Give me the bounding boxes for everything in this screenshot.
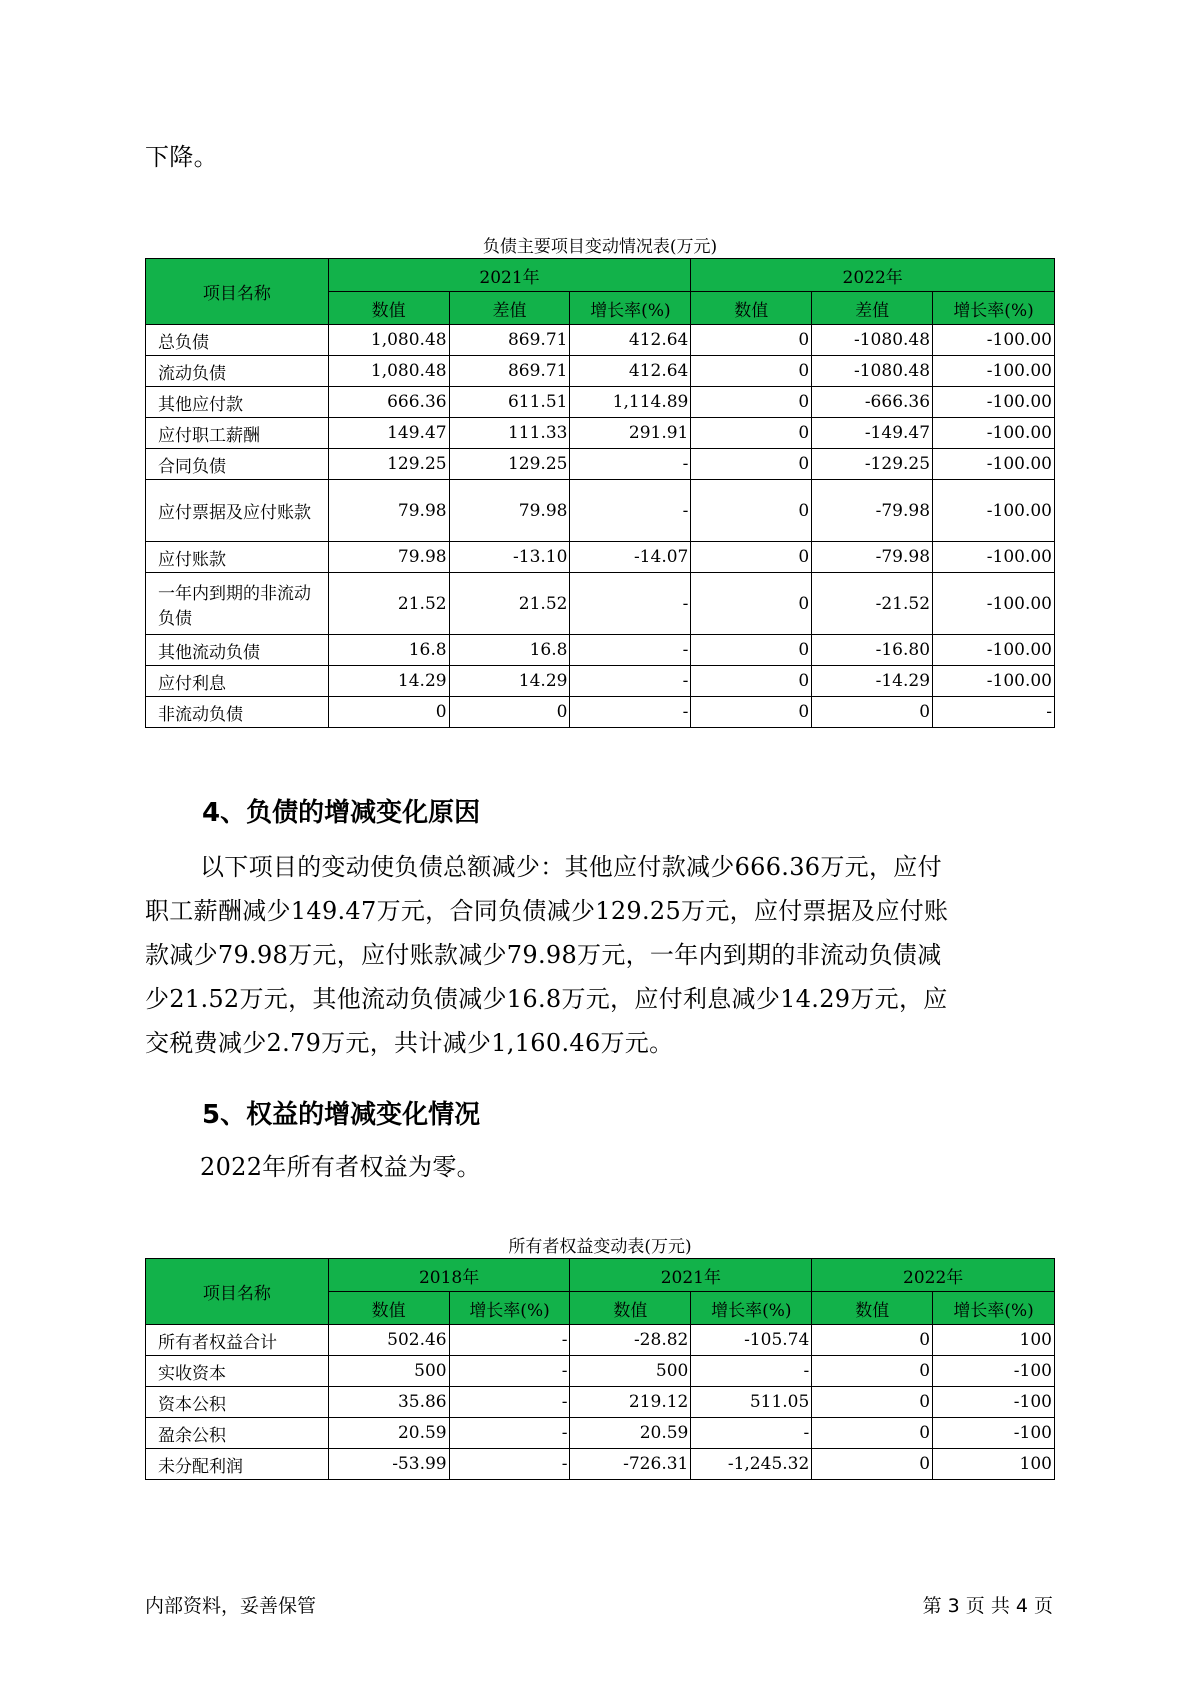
- paragraph-line: 以下项目的变动使负债总额减少：其他应付款减少666.36万元，应付: [200, 853, 942, 881]
- table-cell: 149.47: [328, 418, 449, 449]
- table2-subheader: 增长率(%): [691, 1292, 812, 1325]
- table-cell: 291.91: [570, 418, 691, 449]
- table-cell: -100.00: [933, 666, 1055, 697]
- table1-subheader: 差值: [449, 292, 570, 325]
- table-cell: 219.12: [570, 1387, 691, 1418]
- table-cell: -: [570, 480, 691, 542]
- table2-subheader: 数值: [812, 1292, 933, 1325]
- table-cell: 79.98: [449, 480, 570, 542]
- table-row: [146, 449, 1055, 480]
- table-cell: 0: [691, 325, 812, 356]
- table-cell: -: [933, 697, 1055, 728]
- section4-paragraph: [145, 845, 1045, 1065]
- row-label: 应付账款: [146, 542, 329, 573]
- table-cell: 14.29: [328, 666, 449, 697]
- table-cell: 0: [691, 573, 812, 635]
- table-cell: 869.71: [449, 325, 570, 356]
- table1-header-item: 项目名称: [146, 259, 329, 325]
- table-cell: 0: [691, 697, 812, 728]
- table-cell: -: [449, 1356, 570, 1387]
- row-label: 应付职工薪酬: [146, 418, 329, 449]
- table-cell: -100.00: [933, 418, 1055, 449]
- table2-caption: 所有者权益变动表(万元): [508, 1237, 692, 1257]
- table-row: [146, 1418, 1055, 1449]
- table-cell: 0: [449, 697, 570, 728]
- row-label: 其他应付款: [146, 387, 329, 418]
- table-cell: -28.82: [570, 1325, 691, 1356]
- row-label: 盈余公积: [146, 1418, 329, 1449]
- footer-page-number: 第 3 页 共 4 页: [922, 1595, 1053, 1617]
- table1-subheader: 增长率(%): [933, 292, 1055, 325]
- table-cell: -: [570, 449, 691, 480]
- table-cell: -100.00: [933, 573, 1055, 635]
- table2-group-2022: 2022年: [812, 1259, 1055, 1292]
- table-row: [146, 325, 1055, 356]
- row-label: 所有者权益合计: [146, 1325, 329, 1356]
- table-cell: 1,114.89: [570, 387, 691, 418]
- table-cell: 869.71: [449, 356, 570, 387]
- row-label: 流动负债: [146, 356, 329, 387]
- table1-subheader: 数值: [328, 292, 449, 325]
- table-cell: 16.8: [449, 635, 570, 666]
- table1-subheader: 数值: [691, 292, 812, 325]
- row-label: 非流动负债: [146, 697, 329, 728]
- paragraph-line: 职工薪酬减少149.47万元，合同负债减少129.25万元，应付票据及应付账: [145, 897, 949, 925]
- table-cell: -53.99: [328, 1449, 449, 1480]
- table2-subheader: 增长率(%): [449, 1292, 570, 1325]
- table-cell: 1,080.48: [328, 356, 449, 387]
- table-row: [146, 1325, 1055, 1356]
- row-label: 应付票据及应付账款: [146, 480, 329, 542]
- table-cell: -100.00: [933, 356, 1055, 387]
- table-cell: -100.00: [933, 480, 1055, 542]
- row-label: 应付利息: [146, 666, 329, 697]
- table-cell: -100: [933, 1356, 1055, 1387]
- table-cell: 100: [933, 1449, 1055, 1480]
- table-cell: 500: [570, 1356, 691, 1387]
- table-cell: -: [691, 1356, 812, 1387]
- table-cell: 0: [812, 1387, 933, 1418]
- table-cell: -666.36: [812, 387, 933, 418]
- table-cell: 0: [691, 449, 812, 480]
- table-cell: 0: [812, 1325, 933, 1356]
- row-label: 其他流动负债: [146, 635, 329, 666]
- table-cell: -79.98: [812, 542, 933, 573]
- table2-group-2018: 2018年: [328, 1259, 570, 1292]
- table-cell: 0: [691, 480, 812, 542]
- table-cell: -14.29: [812, 666, 933, 697]
- table-cell: 1,080.48: [328, 325, 449, 356]
- table-cell: 21.52: [328, 573, 449, 635]
- table2-group-2021: 2021年: [570, 1259, 812, 1292]
- table-cell: 16.8: [328, 635, 449, 666]
- table-cell: -726.31: [570, 1449, 691, 1480]
- table-cell: 21.52: [449, 573, 570, 635]
- table-row: [146, 542, 1055, 573]
- table1-subheader: 增长率(%): [570, 292, 691, 325]
- table2-subheader: 数值: [570, 1292, 691, 1325]
- table-cell: -: [570, 666, 691, 697]
- table2-subheader: 数值: [328, 1292, 449, 1325]
- table-cell: 412.64: [570, 356, 691, 387]
- table-row: [146, 697, 1055, 728]
- row-label: 资本公积: [146, 1387, 329, 1418]
- section5-text: 2022年所有者权益为零。: [200, 1153, 481, 1181]
- table-cell: 0: [328, 697, 449, 728]
- table-row: [146, 418, 1055, 449]
- row-label: 实收资本: [146, 1356, 329, 1387]
- table-cell: 129.25: [449, 449, 570, 480]
- table-cell: 0: [812, 697, 933, 728]
- table-row: [146, 1356, 1055, 1387]
- table-cell: 412.64: [570, 325, 691, 356]
- table-cell: -100: [933, 1387, 1055, 1418]
- table1-caption: 负债主要项目变动情况表(万元): [482, 237, 718, 257]
- row-label: 合同负债: [146, 449, 329, 480]
- row-label: 总负债: [146, 325, 329, 356]
- table-cell: 0: [812, 1418, 933, 1449]
- table-cell: -1080.48: [812, 325, 933, 356]
- table-cell: -: [449, 1418, 570, 1449]
- table-cell: 100: [933, 1325, 1055, 1356]
- section5-heading: 5、权益的增减变化情况: [202, 1100, 481, 1130]
- paragraph-line: 款减少79.98万元，应付账款减少79.98万元，一年内到期的非流动负债减: [145, 941, 942, 969]
- table-cell: -1080.48: [812, 356, 933, 387]
- table-row: [146, 1387, 1055, 1418]
- table-row: [146, 480, 1055, 542]
- table-cell: -79.98: [812, 480, 933, 542]
- table-cell: -100.00: [933, 542, 1055, 573]
- footer-confidential: 内部资料，妥善保管: [145, 1595, 317, 1617]
- table-cell: 35.86: [328, 1387, 449, 1418]
- section4-heading: 4、负债的增减变化原因: [202, 798, 481, 828]
- row-label: 未分配利润: [146, 1449, 329, 1480]
- table-cell: -: [449, 1325, 570, 1356]
- table-row: [146, 666, 1055, 697]
- table-cell: 20.59: [570, 1418, 691, 1449]
- table2-header-item: 项目名称: [146, 1259, 329, 1325]
- table-cell: 611.51: [449, 387, 570, 418]
- table-cell: 129.25: [328, 449, 449, 480]
- table-cell: -14.07: [570, 542, 691, 573]
- table-cell: 666.36: [328, 387, 449, 418]
- table-cell: -: [449, 1387, 570, 1418]
- table1-subheader: 差值: [812, 292, 933, 325]
- table2-subheader: 增长率(%): [933, 1292, 1055, 1325]
- paragraph-line: 少21.52万元，其他流动负债减少16.8万元，应付利息减少14.29万元，应: [145, 985, 948, 1013]
- table-cell: -105.74: [691, 1325, 812, 1356]
- paragraph-line: 交税费减少2.79万元，共计减少1,160.46万元。: [145, 1029, 674, 1057]
- table-cell: 0: [812, 1449, 933, 1480]
- table-row: [146, 387, 1055, 418]
- table-cell: -: [691, 1418, 812, 1449]
- table-cell: -100.00: [933, 449, 1055, 480]
- liabilities-table: [145, 258, 1055, 728]
- table-row: [146, 573, 1055, 635]
- table-cell: 0: [691, 666, 812, 697]
- table-cell: 0: [691, 635, 812, 666]
- table-cell: -100.00: [933, 325, 1055, 356]
- table-cell: 79.98: [328, 480, 449, 542]
- table-cell: 14.29: [449, 666, 570, 697]
- table1-group-2021: 2021年: [328, 259, 691, 292]
- table-row: [146, 635, 1055, 666]
- table1-group-2022: 2022年: [691, 259, 1055, 292]
- row-label: 一年内到期的非流动负债: [146, 573, 329, 635]
- table-cell: 0: [691, 418, 812, 449]
- table-cell: 111.33: [449, 418, 570, 449]
- table-cell: -129.25: [812, 449, 933, 480]
- table-cell: 0: [691, 356, 812, 387]
- table-cell: -13.10: [449, 542, 570, 573]
- table-cell: -1,245.32: [691, 1449, 812, 1480]
- table-cell: 0: [812, 1356, 933, 1387]
- table-cell: 502.46: [328, 1325, 449, 1356]
- table-cell: -: [570, 635, 691, 666]
- equity-table: [145, 1258, 1055, 1480]
- table-cell: -100: [933, 1418, 1055, 1449]
- table-cell: 500: [328, 1356, 449, 1387]
- table-cell: -149.47: [812, 418, 933, 449]
- table-cell: 20.59: [328, 1418, 449, 1449]
- table-cell: 0: [691, 387, 812, 418]
- table-cell: -21.52: [812, 573, 933, 635]
- continuation-text: 下降。: [145, 143, 218, 171]
- table-row: [146, 1449, 1055, 1480]
- table-cell: -16.80: [812, 635, 933, 666]
- table-cell: -: [449, 1449, 570, 1480]
- table-cell: -: [570, 573, 691, 635]
- table-cell: -100.00: [933, 635, 1055, 666]
- table-cell: 79.98: [328, 542, 449, 573]
- table-cell: -100.00: [933, 387, 1055, 418]
- table-cell: 0: [691, 542, 812, 573]
- table-cell: 511.05: [691, 1387, 812, 1418]
- table-row: [146, 356, 1055, 387]
- table-cell: -: [570, 697, 691, 728]
